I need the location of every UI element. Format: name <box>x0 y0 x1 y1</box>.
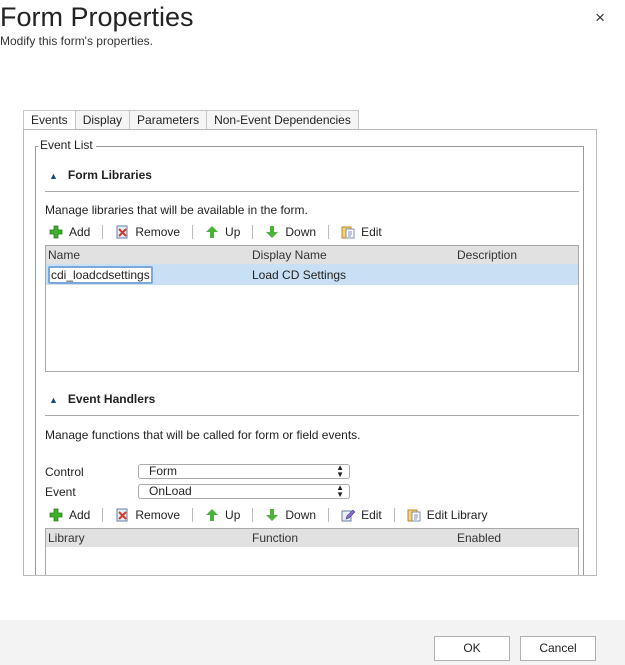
toolbar-separator <box>328 508 329 522</box>
tab-parameters[interactable]: Parameters <box>129 110 207 130</box>
form-libraries-toolbar <box>45 222 579 242</box>
remove-icon <box>115 508 129 522</box>
remove-handler-button[interactable] <box>111 505 184 525</box>
form-libraries-grid <box>45 245 579 372</box>
add-library-button[interactable] <box>45 222 94 242</box>
form-libraries-header[interactable] <box>49 168 152 184</box>
event-handlers-toolbar <box>45 505 579 525</box>
table-row[interactable] <box>46 264 578 285</box>
close-icon[interactable]: × <box>595 8 605 27</box>
event-handlers-description: Manage functions that will be called for form or field events. <box>45 428 361 442</box>
column-header-description[interactable]: Description <box>457 248 518 262</box>
collapse-triangle-icon[interactable]: ▲ <box>49 395 58 405</box>
move-down-button[interactable] <box>261 222 320 242</box>
form-libraries-description: Manage libraries that will be available in the form. <box>45 203 308 217</box>
event-select[interactable] <box>138 484 350 499</box>
tab-events[interactable]: Events <box>23 110 76 131</box>
remove-library-button[interactable] <box>111 222 184 242</box>
toolbar-separator <box>252 508 253 522</box>
down-label: Down <box>285 508 317 522</box>
up-label: Up <box>225 225 241 239</box>
add-icon <box>49 225 63 239</box>
tab-strip <box>23 110 358 130</box>
column-header-name[interactable]: Name <box>48 248 81 262</box>
events-tab-panel <box>23 129 597 576</box>
arrow-down-icon <box>265 225 279 239</box>
edit-label: Edit <box>361 508 382 522</box>
cancel-button[interactable]: Cancel <box>520 636 596 661</box>
edit-label: Edit <box>361 225 382 239</box>
edit-document-icon <box>407 508 421 522</box>
event-handlers-grid <box>45 528 579 576</box>
edit-pencil-icon <box>341 508 355 522</box>
dialog-title: Form Properties <box>0 2 194 32</box>
tab-non-event-dependencies[interactable]: Non-Event Dependencies <box>206 110 359 130</box>
down-label: Down <box>285 225 317 239</box>
form-libraries-title: Form Libraries <box>67 168 152 182</box>
remove-label: Remove <box>135 508 181 522</box>
toolbar-separator <box>252 225 253 239</box>
event-list-fieldset <box>35 138 584 576</box>
control-label: Control <box>45 464 84 479</box>
move-up-button[interactable] <box>201 222 244 242</box>
toolbar-separator <box>192 508 193 522</box>
event-label: Event <box>45 484 76 499</box>
remove-label: Remove <box>135 225 181 239</box>
tab-display[interactable]: Display <box>75 110 130 130</box>
add-icon <box>49 508 63 522</box>
grid-header <box>46 246 578 264</box>
control-select[interactable] <box>138 464 350 479</box>
arrow-up-icon <box>205 508 219 522</box>
event-list-legend: Event List <box>38 138 96 152</box>
arrow-down-icon <box>265 508 279 522</box>
add-label: Add <box>69 508 91 522</box>
move-handler-down-button[interactable] <box>261 505 320 525</box>
event-handlers-title: Event Handlers <box>67 392 156 406</box>
dialog-footer <box>0 620 625 665</box>
section-divider <box>45 415 579 416</box>
edit-library-label: Edit Library <box>426 508 488 522</box>
column-header-function[interactable]: Function <box>252 531 299 545</box>
control-select-value: Form <box>149 464 177 478</box>
column-header-enabled[interactable]: Enabled <box>457 531 502 545</box>
toolbar-separator <box>102 508 103 522</box>
up-label: Up <box>225 508 241 522</box>
toolbar-separator <box>102 225 103 239</box>
select-arrows-icon: ▲ ▼ <box>336 463 344 479</box>
dialog-subtitle: Modify this form's properties. <box>0 34 154 48</box>
edit-handler-button[interactable] <box>337 505 386 525</box>
add-handler-button[interactable] <box>45 505 94 525</box>
select-arrows-icon: ▲ ▼ <box>336 483 344 499</box>
library-display-name: Load CD Settings <box>252 267 347 282</box>
library-name: cdi_loadcdsettings <box>48 266 153 284</box>
collapse-triangle-icon[interactable]: ▲ <box>49 171 58 181</box>
add-label: Add <box>69 225 91 239</box>
column-header-display-name[interactable]: Display Name <box>252 248 327 262</box>
toolbar-separator <box>192 225 193 239</box>
ok-button[interactable]: OK <box>434 636 510 661</box>
column-header-library[interactable]: Library <box>48 531 85 545</box>
event-handlers-header[interactable] <box>49 392 155 408</box>
edit-library-button[interactable] <box>337 222 386 242</box>
event-select-value: OnLoad <box>149 484 192 498</box>
toolbar-separator <box>394 508 395 522</box>
library-name-cell <box>46 266 252 284</box>
toolbar-separator <box>328 225 329 239</box>
grid-header <box>46 529 578 547</box>
section-divider <box>45 191 579 192</box>
remove-icon <box>115 225 129 239</box>
event-row <box>45 484 350 499</box>
edit-library-button[interactable] <box>403 505 492 525</box>
control-row <box>45 464 350 479</box>
edit-document-icon <box>341 225 355 239</box>
arrow-up-icon <box>205 225 219 239</box>
move-handler-up-button[interactable] <box>201 505 244 525</box>
